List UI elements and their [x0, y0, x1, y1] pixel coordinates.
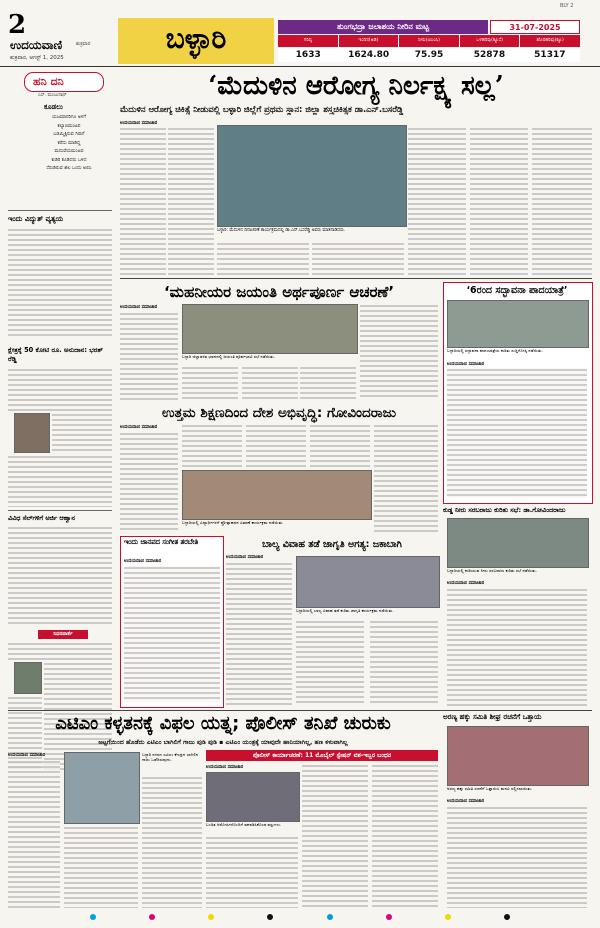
registration-marks — [90, 914, 510, 922]
child-marriage-text-3 — [370, 620, 438, 706]
cell-title: ವಿವಿಧ ಸೆಲ್‌ಗಳಿಗೆ ಅರ್ಜಿ ಆಹ್ವಾನ — [8, 514, 75, 522]
forest-caption: ಅರಣ್ಯ ಹಕ್ಕು ಸಮಿತಿ ರಚನೆಗೆ ಒತ್ತಾಯಿಸಿ ಮನವಿ ಸಲ್ಲಿಸಲಾಯಿತು. — [447, 786, 533, 791]
lead-headline: ‘ಮೆದುಳಿನ ಆರೋಗ್ಯ ನಿರ್ಲಕ್ಷ್ಯ ಸಲ್ಲ’ — [208, 71, 504, 101]
police-text-3 — [372, 764, 438, 908]
music-text — [124, 566, 220, 702]
child-marriage-photo — [296, 556, 440, 608]
jayanti-text-4 — [300, 366, 356, 400]
fund-title: ಕ್ಷೇತ್ರಕ್ಕೆ 50 ಕೋಟಿ ರೂ. ಅನುದಾನ: ಭರತ್ ರೆಡ್ಡಿ — [8, 346, 103, 363]
poem-line: ಸೆರುಡಿರುವ ಖಿಲ ಒಂದು ಅಲಿಸಿ — [46, 166, 92, 171]
obituary-text-a — [8, 642, 112, 660]
atm-subhead: ಅಟ್ಟಗೆಯಿಂದ ಹೊಡೆದು ಎಟಿಎಂ ಬಾಗಿಲಿಗೆ ಗಾಜು ಪುಡಿ ಪುಡಿ ▪ ಎಟಿಎಂ ಯಂತ್ರಕ್ಕೆ ಯಾವುದೇ ಹಾನಿಯಾಗಿಲ್ಲ, ಹಣ ಕಳುವಾಗಿಲ್ಲ — [98, 739, 348, 746]
education-text-1 — [120, 432, 178, 532]
registration-dot — [445, 914, 451, 920]
jayanti-text-1 — [120, 312, 178, 400]
dam-header: ಗರಿಷ್ಠ — [278, 35, 339, 47]
poem-line: ಮದುವೆಯಮಂಟಪ — [54, 149, 84, 154]
fund-photo — [14, 413, 50, 453]
police-text-1 — [206, 836, 298, 908]
music-headline: ಇಂದು ಜಾನಪದ ಸಂಗೀತ ತರಬೇತಿ — [124, 538, 199, 546]
lead-text-col6 — [470, 127, 528, 275]
registration-dot — [149, 914, 155, 920]
poem-line: ಕಲ್ಯಾಣಮಂಟಪ — [57, 123, 81, 129]
education-text-5 — [374, 424, 438, 532]
registration-dot — [327, 914, 333, 920]
dam-date: 31-07-2025 — [490, 20, 580, 34]
padayatra-byline: ಉದಯವಾಣಿ ಸಮಾಚಾರ — [447, 362, 485, 367]
police-text-2 — [302, 764, 368, 908]
lead-text-col2 — [168, 127, 214, 275]
child-marriage-caption: ಬಳ್ಳಾರಿಯಲ್ಲಿ ಬಾಲ್ಯ ವಿವಾಹ ತಡೆ ಕುರಿತು ಜಾಗೃತಿ ಕಾರ್ಯಕ್ರಮ ನಡೆಯಿತು. — [296, 608, 394, 613]
lead-text-col4 — [312, 242, 404, 275]
lead-text-col5 — [408, 127, 466, 275]
registration-dot — [504, 914, 510, 920]
lead-subhead: ಮೆದುಳಿನ ಆರೋಗ್ಯ ಚಿಕಿತ್ಸೆ ನೀಡುವಲ್ಲಿ ಬಳ್ಳಾರಿ ಜಿಲ್ಲೆಗೆ ಪ್ರಥಮ ಸ್ಥಾನ: ಜಿಲ್ಲಾ ಶಸ್ತ್ರಚಿಕಿತ್ಸಕ ಡಾ.ಎನ್.ಬಸರೆಡ್ಡಿ — [120, 104, 404, 114]
paper-name: ಉದಯವಾಣಿ — [10, 38, 63, 52]
page-code: BLY 2 — [560, 3, 574, 9]
poem-line: ಯಜಮಾನರಿಗೂ ಅಳಗೆ — [51, 115, 87, 120]
honey-author: ಎಸ್. ಮಂಜುನಾಥ್ — [38, 93, 67, 98]
jayanti-caption: ಬಳ್ಳಾರಿ ಜಿಲ್ಲಾಡಳಿತ ಭವನದಲ್ಲಿ ಜಯಂತಿ ಪೂರ್ವಭಾವಿ ಸಭೆ ನಡೆಯಿತು. — [182, 354, 276, 359]
lead-byline: ಉದಯವಾಣಿ ಸಮಾಚಾರ — [120, 121, 158, 126]
padayatra-caption: ಬಳ್ಳಾರಿಯಲ್ಲಿ ಸದ್ಭಾವನಾ ಪಾದಯಾತ್ರೆಯ ಕುರಿತು ಸುದ್ದಿಗೋಷ್ಠಿ ನಡೆಯಿತು. — [447, 348, 543, 353]
registration-dot — [90, 914, 96, 920]
obituary-label: ನಿಧನವಾರ್ತೆ — [38, 630, 88, 639]
jayanti-byline: ಉದಯವಾಣಿ ಸಮಾಚಾರ — [120, 305, 158, 310]
jayanti-headline: ‘ಮಹನೀಯರ ಜಯಂತಿ ಅರ್ಥಪೂರ್ಣ ಆಚರಣೆ’ — [163, 283, 395, 301]
registration-dot — [208, 914, 214, 920]
education-headline: ಉತ್ತಮ ಶಿಕ್ಷಣದಿಂದ ದೇಶ ಅಭಿವೃದ್ಧಿ: ಗೋವಿಂದರಾಜು — [161, 405, 396, 421]
police-photo — [206, 772, 300, 822]
page-number: 2 — [8, 10, 27, 40]
poem-line: ಬಡಮ್ಮಿಕ್ಕಿರುವ ಗಿರಾಗೆ — [53, 132, 85, 137]
cell-text — [8, 526, 112, 626]
atm-text-2 — [64, 826, 138, 908]
dam-value: 52878 — [473, 50, 506, 60]
child-marriage-byline: ಉದಯವಾಣಿ ಸಮಾಚಾರ — [226, 555, 264, 560]
education-photo — [182, 470, 372, 520]
atm-text-3 — [142, 776, 202, 908]
music-byline: ಉದಯವಾಣಿ ಸಮಾಚಾರ — [124, 559, 162, 564]
city-title: ಬಳ್ಳಾರಿ — [165, 22, 227, 55]
lead-text-col3 — [217, 242, 309, 275]
obituary-photo — [14, 662, 42, 694]
child-marriage-text-1 — [226, 562, 292, 706]
water-text — [447, 588, 587, 708]
dam-values-row — [278, 48, 580, 62]
masthead — [0, 0, 600, 68]
forest-text — [447, 806, 587, 908]
fund-text-3 — [8, 455, 112, 507]
dam-value: 51317 — [534, 50, 566, 60]
dam-value: 1624.80 — [348, 50, 390, 60]
poem-line: ಕರೆದು ಮಾಡಿದ್ದ — [57, 140, 81, 146]
jayanti-photo — [182, 304, 358, 354]
child-marriage-text-2 — [296, 620, 364, 706]
padayatra-photo — [447, 300, 589, 348]
honey-title: ಹನಿ ದನಿ — [33, 75, 64, 88]
registration-dot — [386, 914, 392, 920]
dam-header: ನೀರು(ಟಿಎಂಸಿ) — [399, 35, 460, 47]
power-cut-text — [8, 228, 112, 338]
jayanti-text-3 — [242, 366, 298, 400]
lead-text-col1 — [120, 127, 166, 275]
fund-text-2 — [52, 413, 112, 453]
dam-title-bar: ತುಂಗಭದ್ರಾ ಜಲಾಶಯ ನೀರಿನ ಮಟ್ಟ — [278, 20, 488, 34]
poem-line: ಕುಡಿರಿ ಕೂಡಿದರು ಒಳಿದ — [51, 157, 87, 163]
atm-photo — [64, 752, 140, 824]
police-byline: ಉದಯವಾಣಿ ಸಮಾಚಾರ — [206, 765, 244, 770]
lead-caption: ಬಳ್ಳಾರಿ: ಮೆದುಳಿನ ದಿನಾಚರಣೆ ಕಾರ್ಯಕ್ರಮದಲ್ಲಿ ಡಾ.ಎನ್.ಬಸರೆಡ್ಡಿ ಅವರು ಮಾತನಾಡಿದರು. — [217, 228, 346, 233]
rule — [8, 710, 592, 711]
dam-header: ಹೊರಹರಿವು(ಕ್ಯೂ) — [536, 38, 564, 43]
education-caption: ಬಳ್ಳಾರಿಯಲ್ಲಿ ವಿದ್ಯಾರ್ಥಿಗಳಿಗೆ ಪ್ರೋತ್ಸಾಹಧನ ವಿತರಣೆ ಕಾರ್ಯಕ್ರಮ ನಡೆಯಿತು. — [182, 520, 284, 525]
date-line: ಶುಕ್ರವಾರ, ಆಗಸ್ಟ್ 1, 2025 — [10, 55, 64, 61]
atm-headline: ಎಟಿಎಂ ಕಳ್ಳತನಕ್ಕೆ ವಿಫಲ ಯತ್ನ; ಪೊಲೀಸ್ ತನಿಖೆ ಚುರುಕು — [55, 713, 391, 734]
jayanti-text-5 — [360, 304, 438, 400]
education-byline: ಉದಯವಾಣಿ ಸಮಾಚಾರ — [120, 425, 158, 430]
atm-caption: ಬಳ್ಳಾರಿ ನಗರದ ಎಟಿಎಂ ಕೇಂದ್ರದ ಬಾಗಿಲಿನ ಗಾಜು ಒಡೆದಿರುವುದು. — [142, 752, 199, 762]
water-caption: ಬಳ್ಳಾರಿಯಲ್ಲಿ ಕುಡಿಯುವ ನೀರು ಸರಬರಾಜು ಕುರಿತು ಸಭೆ ನಡೆಯಿತು. — [447, 568, 538, 573]
honey-badge — [24, 72, 104, 92]
dam-header: ಇಂದಿನ(ಅಡಿ) — [339, 35, 400, 47]
atm-byline: ಉದಯವಾಣಿ ಸಮಾಚಾರ — [8, 753, 46, 758]
education-text-4 — [310, 424, 370, 468]
dam-value: 1633 — [295, 50, 321, 60]
fund-text — [8, 368, 112, 413]
padayatra-headline: ‘6ರಂದ ಸದ್ಭಾವನಾ ಪಾದಯಾತ್ರೆ’ — [466, 285, 568, 296]
masthead-rule — [0, 66, 600, 67]
sidebar-rule — [8, 210, 112, 211]
dam-value: 75.95 — [414, 50, 444, 60]
poem-title: ಕೂಡಲು — [44, 103, 63, 111]
sidebar-rule — [8, 510, 112, 511]
water-headline: ಕುಡ್ಡ ನೀರು ಸರಬರಾಜು ಕುರಿತು ಸಭೆ: ಡಾ.ಗೋವಿಂದರಾಜು — [443, 506, 566, 514]
child-marriage-headline: ಬಾಲ್ಯ ವಿವಾಹ ತಡೆ ಜಾಗೃತಿ ಅಗತ್ಯ: ಜಕಾಬಾಗಿ — [262, 539, 402, 550]
lead-text-col7 — [532, 127, 592, 275]
lead-photo — [217, 125, 407, 227]
dam-header: ಒಳಹರಿವು(ಕ್ಯೂಸೆ) — [460, 35, 521, 47]
jayanti-text-2 — [182, 366, 238, 400]
registration-dot — [267, 914, 273, 920]
lead-story — [120, 70, 592, 276]
dam-level-box — [278, 20, 580, 64]
poem — [28, 114, 110, 174]
forest-headline: ಅರಣ್ಯ ಹಕ್ಕು ಸಮಿತಿ ಶೀಘ್ರ ರಚನೆಗೆ ಒತ್ತಾಯ — [443, 713, 542, 721]
forest-photo — [447, 726, 589, 786]
forest-byline: ಉದಯವಾಣಿ ಸಮಾಚಾರ — [447, 799, 485, 804]
education-text-2 — [182, 424, 242, 468]
power-cut-title: ಇಂದು ವಿದ್ಯುತ್ ವ್ಯತ್ಯಯ — [8, 215, 64, 223]
dam-headers-row — [278, 35, 580, 47]
edition-tag: ಶುಕ್ರವಾರ — [76, 41, 91, 47]
police-headline: ಪೊಲೀಸ್ ಕಾರ್ಯಾಚರಣೆ: 11 ಮೊಬೈಲ್ ಸ್ಟೇಷನ್ ವಶ-ಇಬ್ಬರ ಬಂಧನ — [206, 750, 438, 761]
water-photo — [447, 518, 589, 568]
city-title-box — [118, 18, 274, 64]
rule — [120, 278, 592, 279]
atm-text-1 — [8, 760, 60, 908]
padayatra-text — [447, 368, 587, 498]
education-text-3 — [246, 424, 306, 468]
police-caption: ಬಂಧಿತ ಆರೋಪಿಗಳೊಂದಿಗೆ ವಶಪಡಿಸಿಕೊಂಡ ವಸ್ತುಗಳು. — [206, 822, 282, 827]
water-byline: ಉದಯವಾಣಿ ಸಮಾಚಾರ — [447, 581, 485, 586]
